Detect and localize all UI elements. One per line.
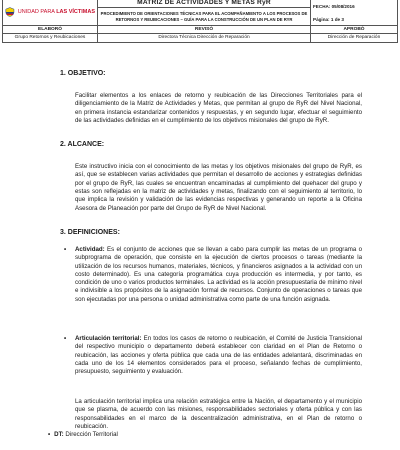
unidad-victimas-logo	[5, 6, 95, 18]
definition-actividad	[62, 246, 362, 304]
section-objetivo-title: 1. OBJETIVO:	[60, 70, 106, 77]
definition-text: En todos los casos de retorno o reubicación, el Comité de Justicia Transicional del respectivo municipio o departamento deberá establecer con claridad en el Plan de Retorno o reubicación, las acciones y oferta pública que cada una de las entidades adelantará, discriminadas en cada uno de los 14 elementos considerados para el proceso, señalando fechas de cumplimiento, presupuesto, seguimiento y evaluación.	[75, 335, 362, 376]
definition-text: Dirección Territorial	[63, 431, 118, 438]
definition-term: DT:	[54, 431, 64, 438]
section-definiciones-title: 3. DEFINICIONES:	[60, 229, 120, 236]
elaboro-label: ELABORÓ	[3, 26, 98, 34]
definition-dt	[48, 431, 118, 439]
document-title: MATRIZ DE ACTIVIDADES Y METAS RyR	[98, 0, 311, 8]
definition-term: Actividad:	[75, 246, 105, 253]
date-page-cell	[311, 0, 398, 26]
bullet-icon: •	[48, 431, 51, 438]
document-date: FECHA: 05/08/2016	[313, 4, 355, 10]
definition-text: Es el conjunto de acciones que se llevan a cabo para cumplir las metas de un programa o subprograma de operación, que consiste en la ejecución de ciertos procesos o tareas (mediante la utilización de los recursos humanos, materiales, técnicos, y financieros asignados a la actividad con un costo determinado). Es una categoría programática cuya producción es intermedia, y por tanto, es condición de uno o varios productos terminales. La actividad es la acción presupuestaria de mínimo nivel e indivisible a los propósitos de la asignación formal de recursos. Conjunto de operaciones o tareas que son ejecutadas por una persona o unidad administrativa como parte de una función asignada.	[75, 246, 362, 303]
logo-text: UNIDAD PARA LAS VÍCTIMAS	[17, 8, 95, 15]
definition-term: Articulación territorial:	[75, 335, 142, 342]
shield-emblem-icon	[5, 6, 15, 18]
document-header	[2, 0, 398, 43]
section-objetivo-text: Facilitar elementos a los enlaces de retorno y reubicación de las Direcciones Territoriales para el diligenciamiento de la Matriz de Actividades y Metas, que permitan al grupo de RyR del Nivel Nacional, en primera instancia estandarizar contenidos y respuestas, y en segundo lugar, efectuar el seguimiento de las actividades definidas en el cumplimiento de los objetivos misionales del grupo de RyR.	[75, 92, 362, 125]
elaboro-value: Grupo Retornos y Reubicaciones	[3, 34, 98, 43]
aprobo-value: Dirección de Reparación	[311, 34, 398, 43]
bullet-icon: •	[64, 335, 67, 342]
section-alcance-title: 2. ALCANCE:	[60, 141, 105, 148]
bullet-icon: •	[64, 246, 67, 253]
document-subtitle: PROCEDIMIENTO DE ORIENTACIONES TÉCNICAS PARA EL ACOMPAÑAMIENTO A LOS PROCESOS DE RETORNOS Y REUBICACIONES – GUÍA PARA LA CONSTRUCCIÓN DE UN PLAN DE RYR	[98, 8, 311, 26]
page-number: Página: 1 de 3	[313, 17, 344, 23]
section-alcance-text: Este instructivo inicia con el conocimiento de las metas y los objetivos misionales del grupo de RyR, es así, que se establecen varias actividades que permitan el desarrollo de acciones y estrategias definidas por el grupo de RyR, las cuales se encuentran encaminadas al cumplimiento del quehacer del grupo y estas son reflejadas en la matriz de actividades y metas, finalizando con el seguimiento al territorio, lo que implica la revisión y validación de las evidencias respectivas y generando un reporte a la Oficina Asesora de Planeación por parte del Grupo de RyR de Nivel Nacional.	[75, 163, 362, 212]
reviso-value: Directora Técnica Dirección de Reparación	[98, 34, 311, 43]
logo-cell	[3, 0, 98, 26]
definition-articulacion	[62, 335, 362, 376]
definition-articulacion-continued: La articulación territorial implica una relación estratégica entre la Nación, el departamento y el municipio que se plasma, de acuerdo con las misiones, responsabilidades sectoriales y oferta pública y con las responsabilidades en el marco de la descentralización administrativa, en el Plan de retorno o reubicación.	[75, 398, 362, 431]
reviso-label: REVISÓ	[98, 26, 311, 34]
aprobo-label: APROBÓ	[311, 26, 398, 34]
